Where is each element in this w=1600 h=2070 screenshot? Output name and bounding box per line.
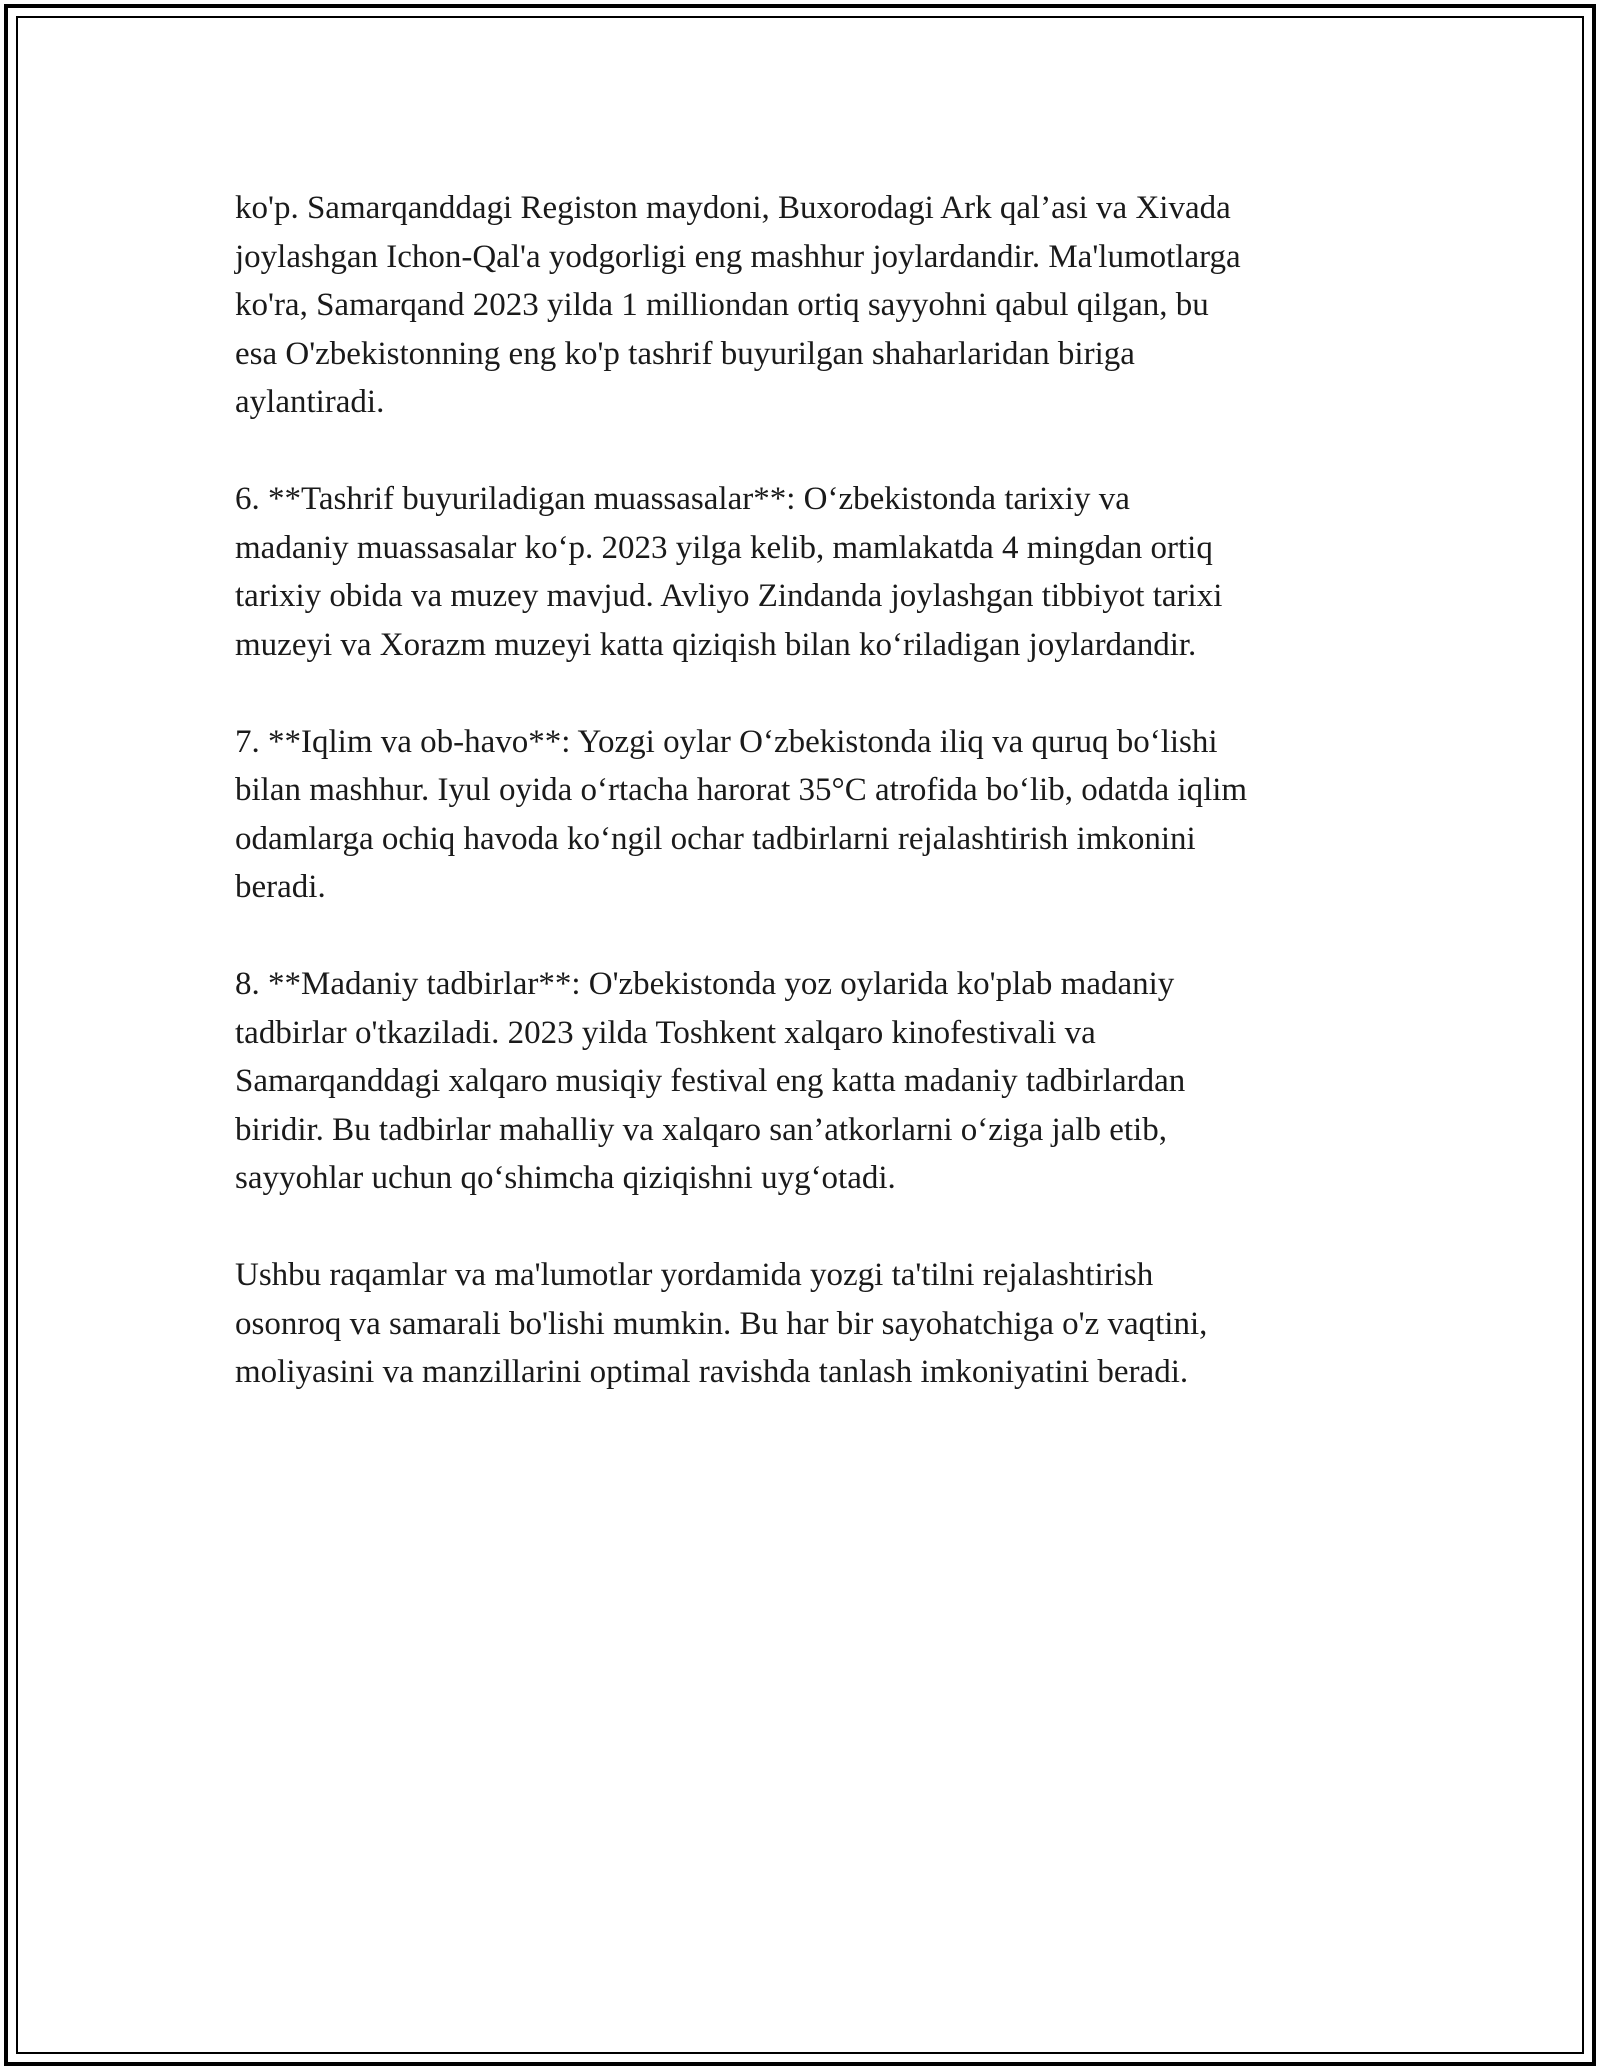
paragraph-institutions: 6. **Tashrif buyuriladigan muassasalar**: O‘zbekistonda tarixiy va madaniy muassasalar ko‘p. 2023 yilga kelib, mamlakatda 4 mingdan ortiq tarixiy obida va muzey mavjud. Avliyo Zindanda joylashgan tibbiyot tarixi muzeyi va Xorazm muzeyi katta qiziqish bilan ko‘riladigan joylardandir. bbox=[235, 481, 1223, 663]
paragraph-conclusion: Ushbu raqamlar va ma'lumotlar yordamida yozgi ta'tilni rejalashtirish osonroq va samarali bo'lishi mumkin. Bu har bir sayohatchiga o'z vaqtini, moliyasini va manzillarini optimal ravishda tanlash imkoniyatini beradi. bbox=[235, 1257, 1208, 1390]
paragraph-cultural-events: 8. **Madaniy tadbirlar**: O'zbekistonda yoz oylarida ko'plab madaniy tadbirlar o'tkaziladi. 2023 yilda Toshkent xalqaro kinofestivali va Samarqanddagi xalqaro musiqiy festival eng katta madaniy tadbirlardan biridir. Bu tadbirlar mahalliy va xalqaro san’atkorlarni o‘ziga jalb etib, sayyohlar uchun qo‘shimcha qiziqishni uyg‘otadi. bbox=[235, 966, 1186, 1196]
paragraph-tourist-sites: ko'p. Samarqanddagi Registon maydoni, Buxorodagi Ark qal’asi va Xivada joylashgan Ichon-Qal'a yodgorligi eng mashhur joylardandir. Ma'lumotlarga ko'ra, Samarqand 2023 yilda 1 milliondan ortiq sayyohni qabul qilgan, bu esa O'zbekistonning eng ko'p tashrif buyurilgan shaharlaridan biriga aylantiradi. bbox=[235, 190, 1241, 420]
paragraph-climate: 7. **Iqlim va ob-havo**: Yozgi oylar O‘zbekistonda iliq va quruq bo‘lishi bilan mashhur. Iyul oyida o‘rtacha harorat 35°C atrofida bo‘lib, odatda iqlim odamlarga ochiq havoda ko‘ngil ochar tadbirlarni rejalashtirish imkonini beradi. bbox=[235, 723, 1248, 905]
document-body bbox=[235, 184, 1395, 1445]
